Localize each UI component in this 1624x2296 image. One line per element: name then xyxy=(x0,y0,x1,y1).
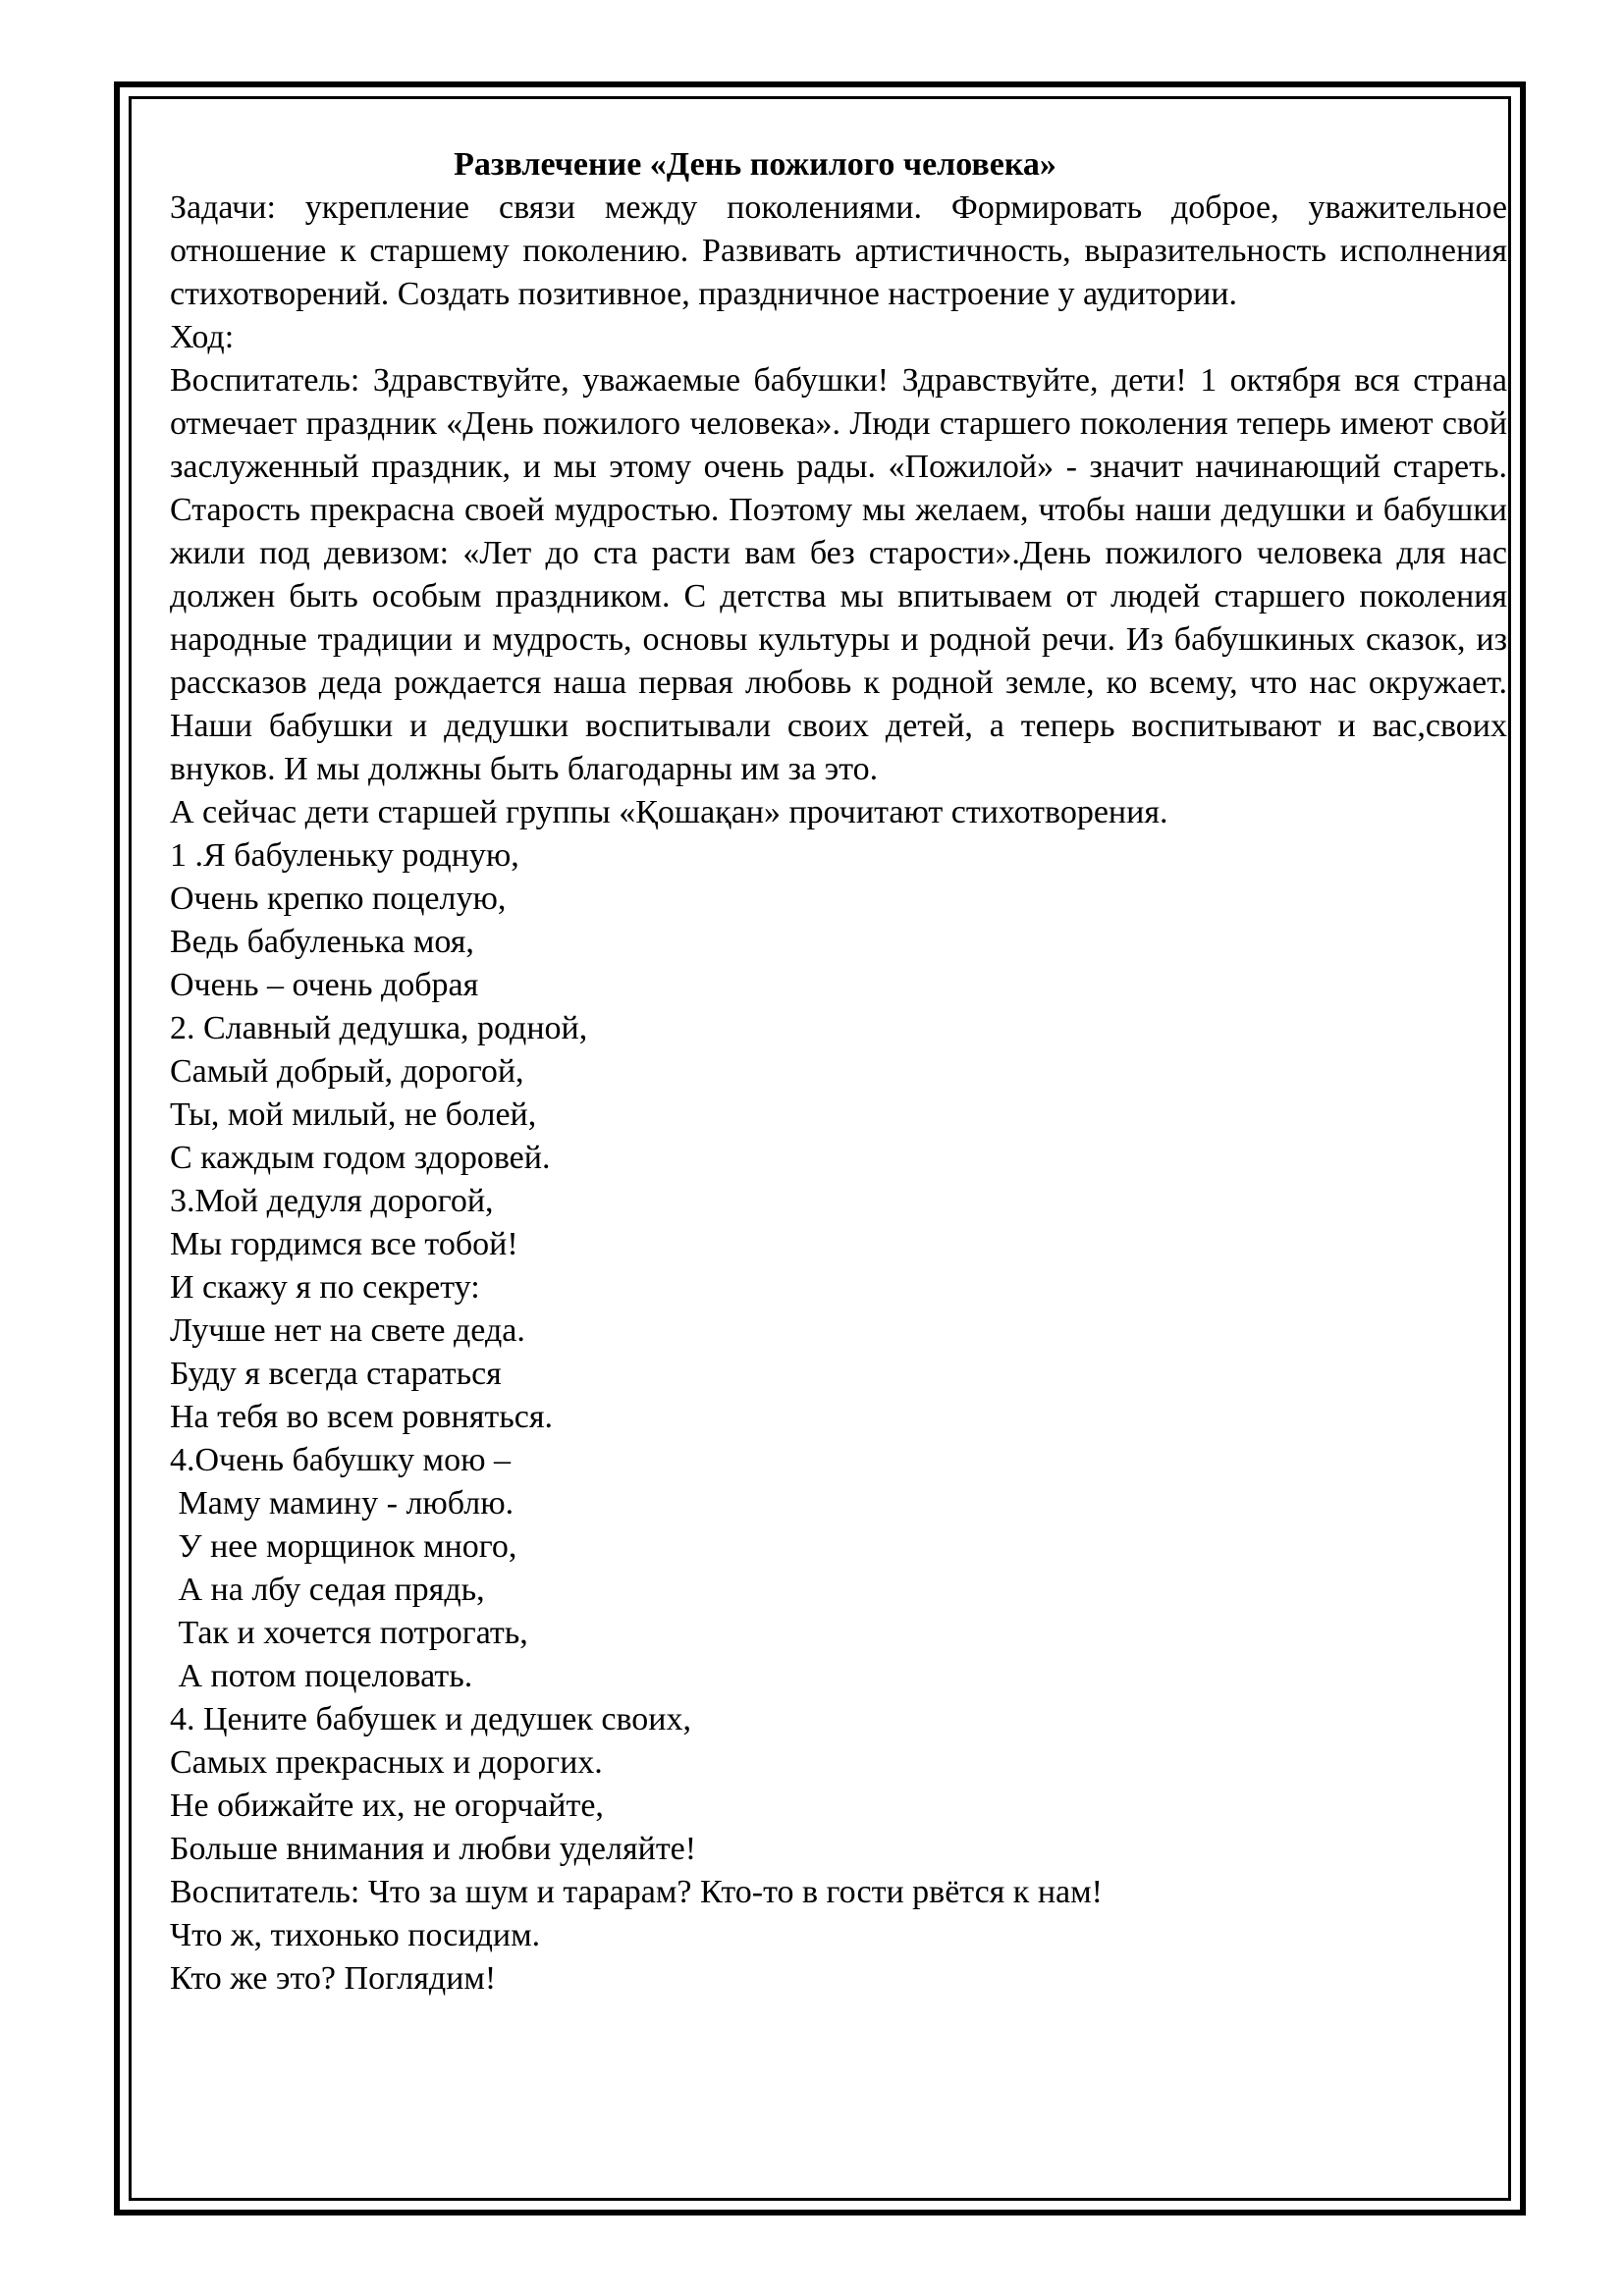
poem-line: Больше внимания и любви уделяйте! xyxy=(170,1831,697,1867)
poem-line: С каждым годом здоровей. xyxy=(170,1140,551,1176)
poem-line: Лучше нет на свете деда. xyxy=(170,1312,525,1349)
poems-block xyxy=(170,834,1513,2001)
poem-line: Ты, мой милый, не болей, xyxy=(170,1096,537,1133)
dialogue-line: Что ж, тихонько посидим. xyxy=(170,1917,541,1953)
poem-line: Очень крепко поцелую, xyxy=(170,881,507,917)
tasks-paragraph: Задачи: укрепление связи между поколениями. Формировать доброе, уважительное отношение к старшему поколению. Развивать артистичность, выразительность исполнения стихотворений. Создать позитивное, праздничное настроение у аудитории. xyxy=(170,189,1507,312)
poem-line: Маму мамину - люблю. xyxy=(170,1485,514,1522)
document-body xyxy=(170,143,1513,2001)
course-label: Ход: xyxy=(170,319,235,355)
poem-line: Так и хочется потрогать, xyxy=(170,1615,528,1651)
poem-line: А на лбу седая прядь, xyxy=(170,1572,485,1608)
poem-line: Буду я всегда стараться xyxy=(170,1356,502,1392)
dialogue-line: Кто же это? Поглядим! xyxy=(170,1960,497,1997)
poem-line: 4.Очень бабушку мою – xyxy=(170,1442,511,1478)
poem-line: И скажу я по секрету: xyxy=(170,1269,480,1306)
intro-paragraph: Воспитатель: Здравствуйте, уважаемые бабушки! Здравствуйте, дети! 1 октября вся страна отмечает праздник «День пожилого человека». Люди старшего поколения теперь имеют свой заслуженный праздник, и мы этому очень рады. «Пожилой» - значит начинающий стареть. Старость прекрасна своей мудростью. Поэтому мы желаем, чтобы наши дедушки и бабушки жили под девизом: «Лет до ста расти вам без старости».День пожилого человека для нас должен быть особым праздником. С детства мы впитываем от людей старшего поколения народные традиции и мудрость, основы культуры и родной речи. Из бабушкиных сказок, из рассказов деда рождается наша первая любовь к родной земле, ко всему, что нас окружает. Наши бабушки и дедушки воспитывали своих детей, а теперь воспитывают и вас,своих внуков. И мы должны быть благодарны им за это. xyxy=(170,362,1507,787)
poem-line: 3.Мой дедуля дорогой, xyxy=(170,1183,494,1219)
poem-line: Самых прекрасных и дорогих. xyxy=(170,1744,603,1781)
poem-line: На тебя во всем ровняться. xyxy=(170,1399,553,1435)
poem-line: Не обижайте их, не огорчайте, xyxy=(170,1788,604,1824)
dialogue-line: Воспитатель: Что за шум и тарарам? Кто-то в гости рвётся к нам! xyxy=(170,1874,1103,1910)
poem-line: Очень – очень добрая xyxy=(170,967,479,1003)
poem-line: А потом поцеловать. xyxy=(170,1658,473,1694)
poem-line: 4. Цените бабушек и дедушек своих, xyxy=(170,1701,692,1737)
poem-line: У нее морщинок много, xyxy=(170,1528,517,1565)
document-title: Развлечение «День пожилого человека» xyxy=(454,146,1056,183)
announce-line: А сейчас дети старшей группы «Қошақан» прочитают стихотворения. xyxy=(170,794,1168,830)
poem-line: Самый добрый, дорогой, xyxy=(170,1053,524,1090)
poem-line: 1 .Я бабуленьку родную, xyxy=(170,837,519,874)
poem-line: 2. Славный дедушка, родной, xyxy=(170,1010,588,1046)
poem-line: Ведь бабуленька моя, xyxy=(170,924,474,960)
poem-line: Мы гордимся все тобой! xyxy=(170,1226,518,1262)
